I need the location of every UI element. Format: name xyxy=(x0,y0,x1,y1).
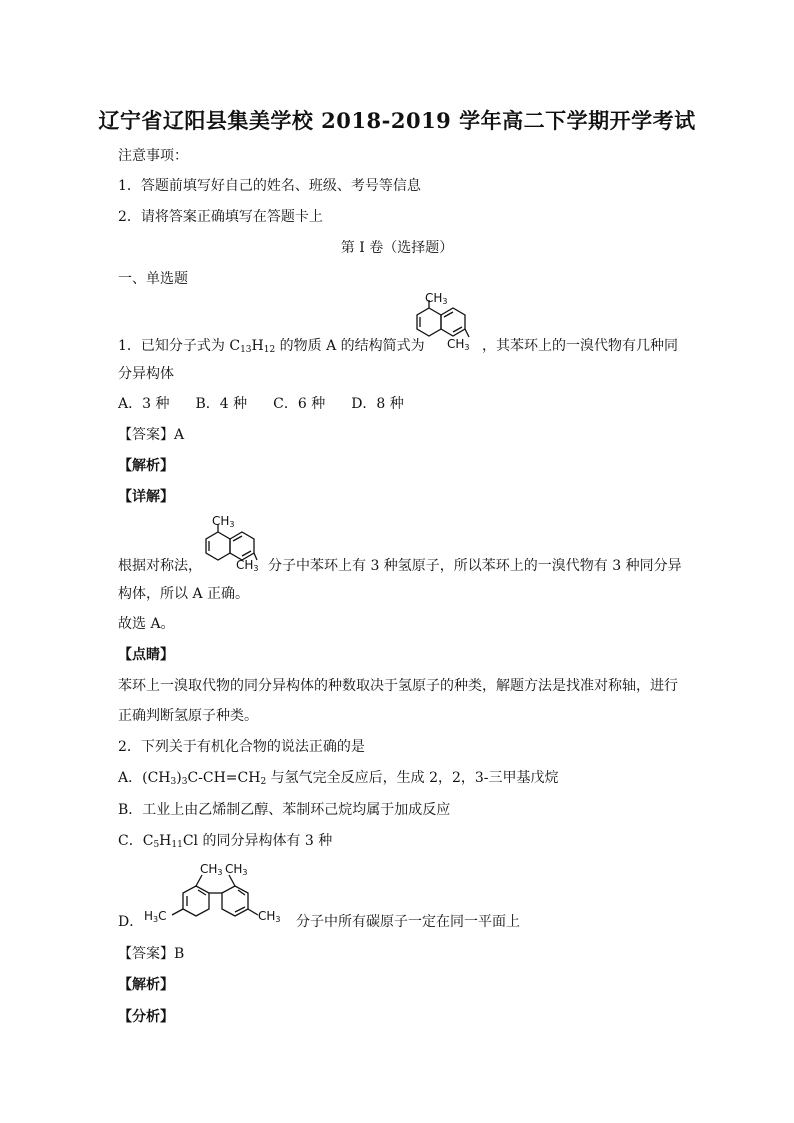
q2-option-d-label: D． xyxy=(118,914,144,930)
q1-option-c: C．6 种 xyxy=(273,396,326,412)
ch3-label-2: CH3 xyxy=(225,862,248,877)
ch3-label-top: CH3 xyxy=(425,291,448,306)
q1-option-b: B．4 种 xyxy=(195,396,248,412)
q1-conclusion: 故选 A。 xyxy=(118,616,175,632)
q2-option-b: B．工业上由乙烯制乙醇、苯制环己烷均属于加成反应 xyxy=(118,802,451,818)
q1-stem-end: ，其苯环上的一溴代物有几种同 xyxy=(482,338,678,354)
part-title: 一、单选题 xyxy=(118,271,188,287)
q1-comment-b: 正确判断氢原子种类。 xyxy=(118,708,258,724)
notice-heading: 注意事项： xyxy=(118,148,188,164)
ch3-label-1: CH3 xyxy=(200,862,223,877)
page-title: 辽宁省辽阳县集美学校 2018-2019 学年高二下学期开学考试 xyxy=(98,108,696,133)
q1-stem-cont: 分异构体 xyxy=(118,366,174,382)
ch3-label-3: CH3 xyxy=(258,909,281,924)
q1-detail-b: 分子中苯环上有 3 种氢原子，所以苯环上的一溴代物有 3 种同分异 xyxy=(268,558,682,574)
ch3-label-bottom: CH3 xyxy=(447,337,470,352)
dimethylnaphthalene-structure-2 xyxy=(200,512,272,574)
q1-analysis: 【解析】 xyxy=(118,458,174,474)
q1-comment-a: 苯环上一溴取代物的同分异构体的种数取决于氢原子的种类，解题方法是找准对称轴，进行 xyxy=(118,678,678,694)
q2-option-c: C．$C_5H_{11}Cl$ 的同分异构体有 3 种 xyxy=(118,833,333,850)
section-title: 第 I 卷（选择题） xyxy=(340,240,454,256)
q1-detail: 【详解】 xyxy=(118,489,174,505)
dimethylnaphthalene-structure-1 xyxy=(405,290,485,352)
q1-option-d: D．8 种 xyxy=(351,396,404,412)
q1-answer: 【答案】A xyxy=(118,427,185,443)
q1-comment-heading: 【点睛】 xyxy=(118,647,174,663)
q2-option-d-text: 分子中所有碳原子一定在同一平面上 xyxy=(296,914,520,930)
ch3-label-bottom: CH3 xyxy=(236,558,259,573)
q1-detail-a: 根据对称法， xyxy=(118,558,202,574)
q1-options xyxy=(118,394,430,414)
notice-item-2: 2．请将答案正确填写在答题卡上 xyxy=(118,209,323,225)
tetramethylbiphenyl-structure xyxy=(140,857,298,933)
ch3-label-top: CH3 xyxy=(212,514,235,529)
q2-answer: 【答案】B xyxy=(118,946,185,962)
q1-stem: 1．已知分子式为 $C_{13}H_{12}$ 的物质 A 的结构简式为 xyxy=(118,338,425,355)
q1-detail-c: 构体，所以 A 正确。 xyxy=(118,586,250,602)
q2-stem: 2．下列关于有机化合物的说法正确的是 xyxy=(118,739,365,755)
q2-option-a: A．$(CH_3)_3C-CH=CH_2$ 与氢气完全反应后，生成 2，2，3-三甲基戊烷 xyxy=(118,770,559,787)
notice-item-1: 1．答题前填写好自己的姓名、班级、考号等信息 xyxy=(118,178,421,194)
q2-fenxi: 【分析】 xyxy=(118,1009,174,1025)
q2-analysis: 【解析】 xyxy=(118,977,174,993)
h3c-label: H3C xyxy=(144,909,167,924)
q1-option-a: A．3 种 xyxy=(118,396,170,412)
